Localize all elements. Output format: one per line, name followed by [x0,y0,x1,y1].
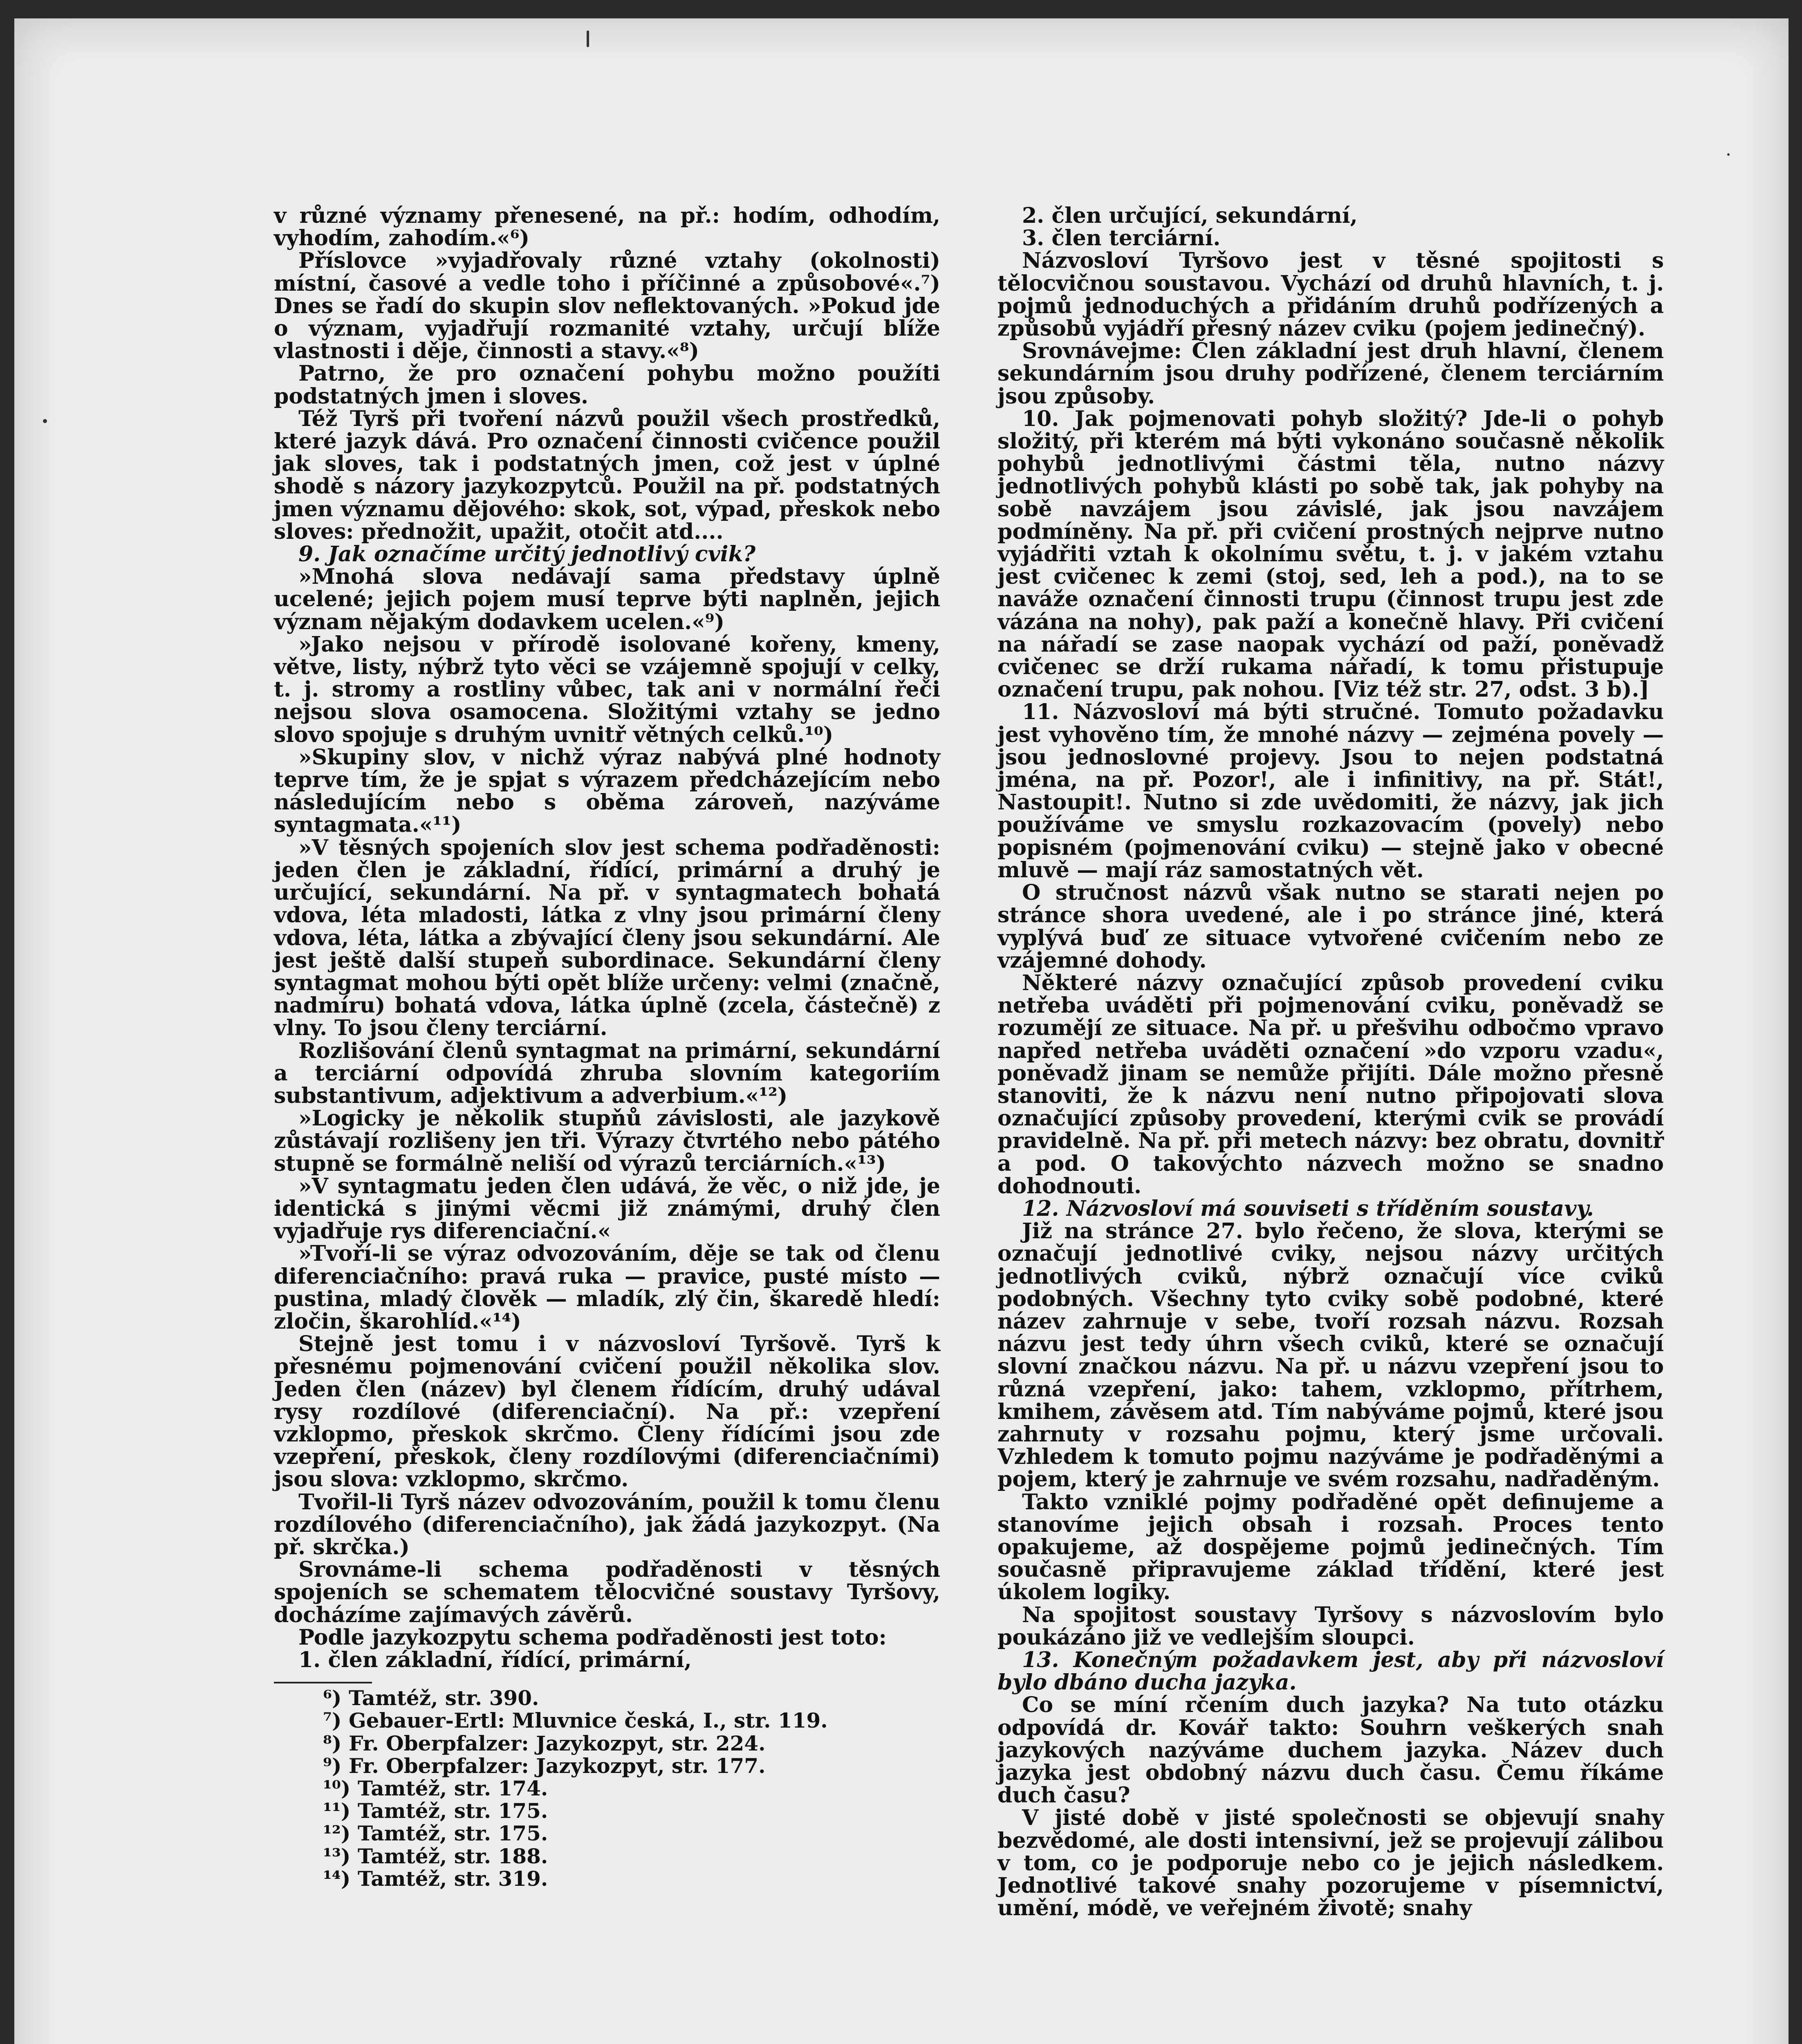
list-item: 1. člen základní, řídící, primární, [298,1647,692,1672]
paragraph: Co se míní rčením duch jazyka? Na tuto otázku odpovídá dr. Kovář takto: Souhrn veškerých snah jazykových nazýváme duchem jazyka. Název duch jazyka jest obdobný názvu duch času. Čemu říkáme duch času? [997,1692,1664,1808]
paragraph: 11. Názvosloví má býti stručné. Tomuto požadavku jest vyhověno tím, že mnohé názvy — zejména povely — jsou jednoslovné projevy. Jsou to nejen podstatná jména, na př. Pozor!, ale i infinitivy, na př. Stát!, Nastoupit!. Nutno si zde uvědomiti, že názvy, jak jich používáme ve smyslu rozkazovacím (povely) nebo popisném (pojmenování cviku) — stejně jako v obecné mluvě — mají ráz samostatných vět. [997,699,1664,883]
paragraph: Příslovce »vyjadřovaly různé vztahy (okolnosti) místní, časové a vedle toho i příčinné a způsobové«.⁷) Dnes se řadí do skupin slov neflektovaných. »Pokud jde o význam, vyjadřují rozmanité vztahy, určují blíže vlastnosti i děje, činnosti a stavy.«⁸) [274,248,940,364]
section-heading: 13. Konečným požadavkem jest, aby při názvosloví bylo dbáno ducha jazyka. [997,1647,1664,1695]
quote: »Jako nejsou v přírodě isolované kořeny, kmeny, větve, listy, nýbrž tyto věci se vzájemně spojují v celky, t. j. stromy a rostliny vůbec, tak ani v normální řeči nejsou slova osamocena. Složitými vztahy se jedno slovo spojuje s druhým uvnitř větných celků.¹⁰) [274,632,940,747]
footnote: ¹²) Tamtéž, str. 175. [323,1821,548,1846]
paragraph: Na spojitost soustavy Tyršovy s názvoslovím bylo poukázáno již ve vedlejším sloupci. [997,1602,1664,1650]
paragraph: O stručnost názvů však nutno se starati nejen po stránce shora uvedené, ale i po stránce jiné, která vyplývá buď ze situace vytvořené cvičením nebo ze vzájemné dohody. [997,880,1664,973]
quote: »V syntagmatu jeden člen udává, že věc, o niž jde, je identická s jinými věcmi již známými, druhý člen vyjadřuje rys diferenciační.« [274,1173,940,1244]
footnote-divider [274,1682,372,1683]
paragraph: Též Tyrš při tvoření názvů použil všech prostředků, které jazyk dává. Pro označení činnosti cvičence použil jak sloves, tak i podstatných jmen, což jest v úplné shodě s názory jazykozpytců. Použil na př. podstatných jmen významu dějového: skok, sot, výpad, přeskok nebo sloves: přednožit, upažit, otočit atd.... [274,406,940,544]
paragraph: V jisté době v jisté společnosti se objevují snahy bezvědomé, ale dosti intensivní, jež se projevují zálibou v tom, co je podporuje nebo co je jejich následkem. Jednotlivé takové snahy pozorujeme v písemnictví, umění, módě, ve veřejném životě; snahy [997,1805,1664,1921]
list-item: 2. člen určující, sekundární, [1022,203,1358,228]
footnote: ⁶) Tamtéž, str. 390. [323,1686,539,1710]
list-item: 3. člen terciární. [1022,226,1221,251]
paragraph: Srovnávejme: Člen základní jest druh hlavní, členem sekundárním jsou druhy podřízené, členem terciárním jsou způsoby. [997,338,1664,409]
footnote: ¹³) Tamtéž, str. 188. [323,1844,548,1868]
paragraph: 10. Jak pojmenovati pohyb složitý? Jde-li o pohyb složitý, při kterém má býti vykonáno současně několik pohybů jednotlivými částmi těla, nutno názvy jednotlivých pohybů klásti po sobě tak, jak pohyby na sobě navzájem jsou závislé, jak jsou navzájem podmíněny. Na př. při cvičení prostných nejprve nutno vyjádřiti vztah k okolnímu světu, t. j. v jakém vztahu jest cvičenec k zemi (stoj, sed, leh a pod.), na to se naváže označení činnosti trupu (činnost trupu jest zde vázána na nohy), pak paží a konečně hlavy. Při cvičení na nářadí se zase naopak vychází od paží, poněvadž cvičenec se drží rukama nářadí, k tomu přistupuje označení trupu, pak nohou. [Viz též str. 27, odst. 3 b).] [997,406,1664,702]
footnote: ¹¹) Tamtéž, str. 175. [323,1799,548,1823]
footnote: ⁹) Fr. Oberpfalzer: Jazykozpyt, str. 177. [323,1753,766,1778]
paragraph: Názvosloví Tyršovo jest v těsné spojitosti s tělocvičnou soustavou. Vychází od druhů hlavních, t. j. pojmů jednoduchých a přidáním druhů podřízených a způsobů vyjádří přesný název cviku (pojem jedinečný). [997,248,1664,341]
paragraph: Některé názvy označující způsob provedení cviku netřeba uváděti při pojmenování cviku, poněvadž se rozumějí ze situace. Na př. u přešvihu odbočmo vpravo napřed netřeba uváděti označení »do vzporu vzadu«, poněvadž jinam se nemůže přijíti. Dále možno přesně stanoviti, že k názvu není nutno připojovati slova označující způsoby provedení, kterými cvik se provádí pravidelně. Na př. při metech názvy: bez obratu, dovnitř a pod. O takovýchto názvech možno se snadno dohodnouti. [997,970,1664,1199]
paragraph: Patrno, že pro označení pohybu možno použíti podstatných jmen i sloves. [274,361,940,409]
quote: »Logicky je několik stupňů závislosti, ale jazykově zůstávají rozlišeny jen tři. Výrazy čtvrtého nebo pátého stupně se formálně neliší od výrazů terciárních.«¹³) [274,1106,940,1176]
quote: »Tvoří-li se výraz odvozováním, děje se tak od členu diferenciačního: pravá ruka — pravice, pusté místo — pustina, mladý člověk — mladík, zlý čin, škaredě hledí: zločin, škarohlíd.«¹⁴) [274,1241,940,1334]
paragraph: Tvořil-li Tyrš název odvozováním, použil k tomu členu rozdílového (diferenciačního), jak žádá jazykozpyt. (Na př. skrčka.) [274,1489,940,1560]
quote: Rozlišování členů syntagmat na primární, sekundární a terciární odpovídá zhruba slovním kategoriím substantivum, adjektivum a adverbium.«¹²) [274,1038,940,1108]
paragraph: Již na stránce 27. bylo řečeno, že slova, kterými se označují jednotlivé cviky, nejsou názvy určitých jednotlivých cviků, nýbrž označují více cviků podobných. Všechny tyto cviky sobě podobné, které název zahrnuje v sebe, tvoří rozsah názvu. Rozsah názvu jest tedy úhrn všech cviků, které se označují slovní značkou názvu. Na př. u názvu vzepření jsou to různá vzepření, jako: tahem, vzklopmo, přítrhem, kmihem, závěsem atd. Tím nabýváme pojmů, které jsou zahrnuty v rozsahu pojmu, který jsme určovali. Vzhledem k tomuto pojmu nazýváme je podřaděnými a pojem, který je zahrnuje ve svém rozsahu, nadřaděným. [997,1219,1664,1492]
footnote: ¹⁴) Tamtéž, str. 319. [323,1866,548,1891]
footnote: ⁸) Fr. Oberpfalzer: Jazykozpyt, str. 224. [323,1731,766,1755]
print-speck [1727,153,1730,156]
paragraph: Stejně jest tomu i v názvosloví Tyršově. Tyrš k přesnému pojmenování cvičení použil několika slov. Jeden člen (název) byl členem řídícím, druhý udával rysy rozdílové (diferenciační). Na př.: vzepření vzklopmo, přeskok skrčmo. Členy řídícími jsou zde vzepření, přeskok, členy rozdílovými (diferenciačními) jsou slova: vzklopmo, skrčmo. [274,1331,940,1492]
paragraph: Srovnáme-li schema podřaděnosti v těsných spojeních se schematem tělocvičné soustavy Tyršovy, docházíme zajímavých závěrů. [274,1557,940,1627]
print-speck [43,419,47,423]
paragraph: v různé významy přenesené, na př.: hodím, odhodím, vyhodím, zahodím.«⁶) [274,203,940,251]
paragraph: Takto vzniklé pojmy podřaděné opět definujeme a stanovíme jejich obsah i rozsah. Proces tento opakujeme, až dospějeme pojmů jedinečných. Tím současně připravujeme základ třídění, které jest úkolem logiky. [997,1489,1664,1605]
footnote: ⁷) Gebauer-Ertl: Mluvnice česká, I., str. 119. [323,1708,828,1733]
quote: »Mnohá slova nedávají sama představy úplně ucelené; jejich pojem musí teprve býti naplněn, jejich význam nějakým dodavkem ucelen.«⁹) [274,564,940,634]
print-speck [587,31,589,47]
left-column [274,204,940,1890]
section-heading: 9. Jak označíme určitý jednotlivý cvik? [298,542,756,567]
quote: »Skupiny slov, v nichž výraz nabývá plné hodnoty teprve tím, že je spjat s výrazem předcházejícím nebo následujícím nebo s oběma zároveň, nazýváme syntagmata.«¹¹) [274,744,940,838]
paragraph: Podle jazykozpytu schema podřaděnosti jest toto: [298,1625,887,1650]
footnote: ¹⁰) Tamtéž, str. 174. [323,1776,548,1801]
quote: »V těsných spojeních slov jest schema podřaděnosti: jeden člen je základní, řídící, primární a druhý je určující, sekundární. Na př. v syntagmatech bohatá vdova, léta mladosti, látka z vlny jsou primární členy vdova, léta, látka a zbývající členy jsou sekundární. Ale jest ještě další stupeň subordinace. Sekundární členy syntagmat mohou býti opět blíže určeny: velmi (značně, nadmíru) bohatá vdova, látka úplně (zcela, částečně) z vlny. To jsou členy terciární. [274,835,940,1041]
right-column [997,204,1664,1919]
book-page [14,18,1789,2044]
section-heading: 12. Názvosloví má souviseti s tříděním soustavy. [1022,1196,1594,1221]
